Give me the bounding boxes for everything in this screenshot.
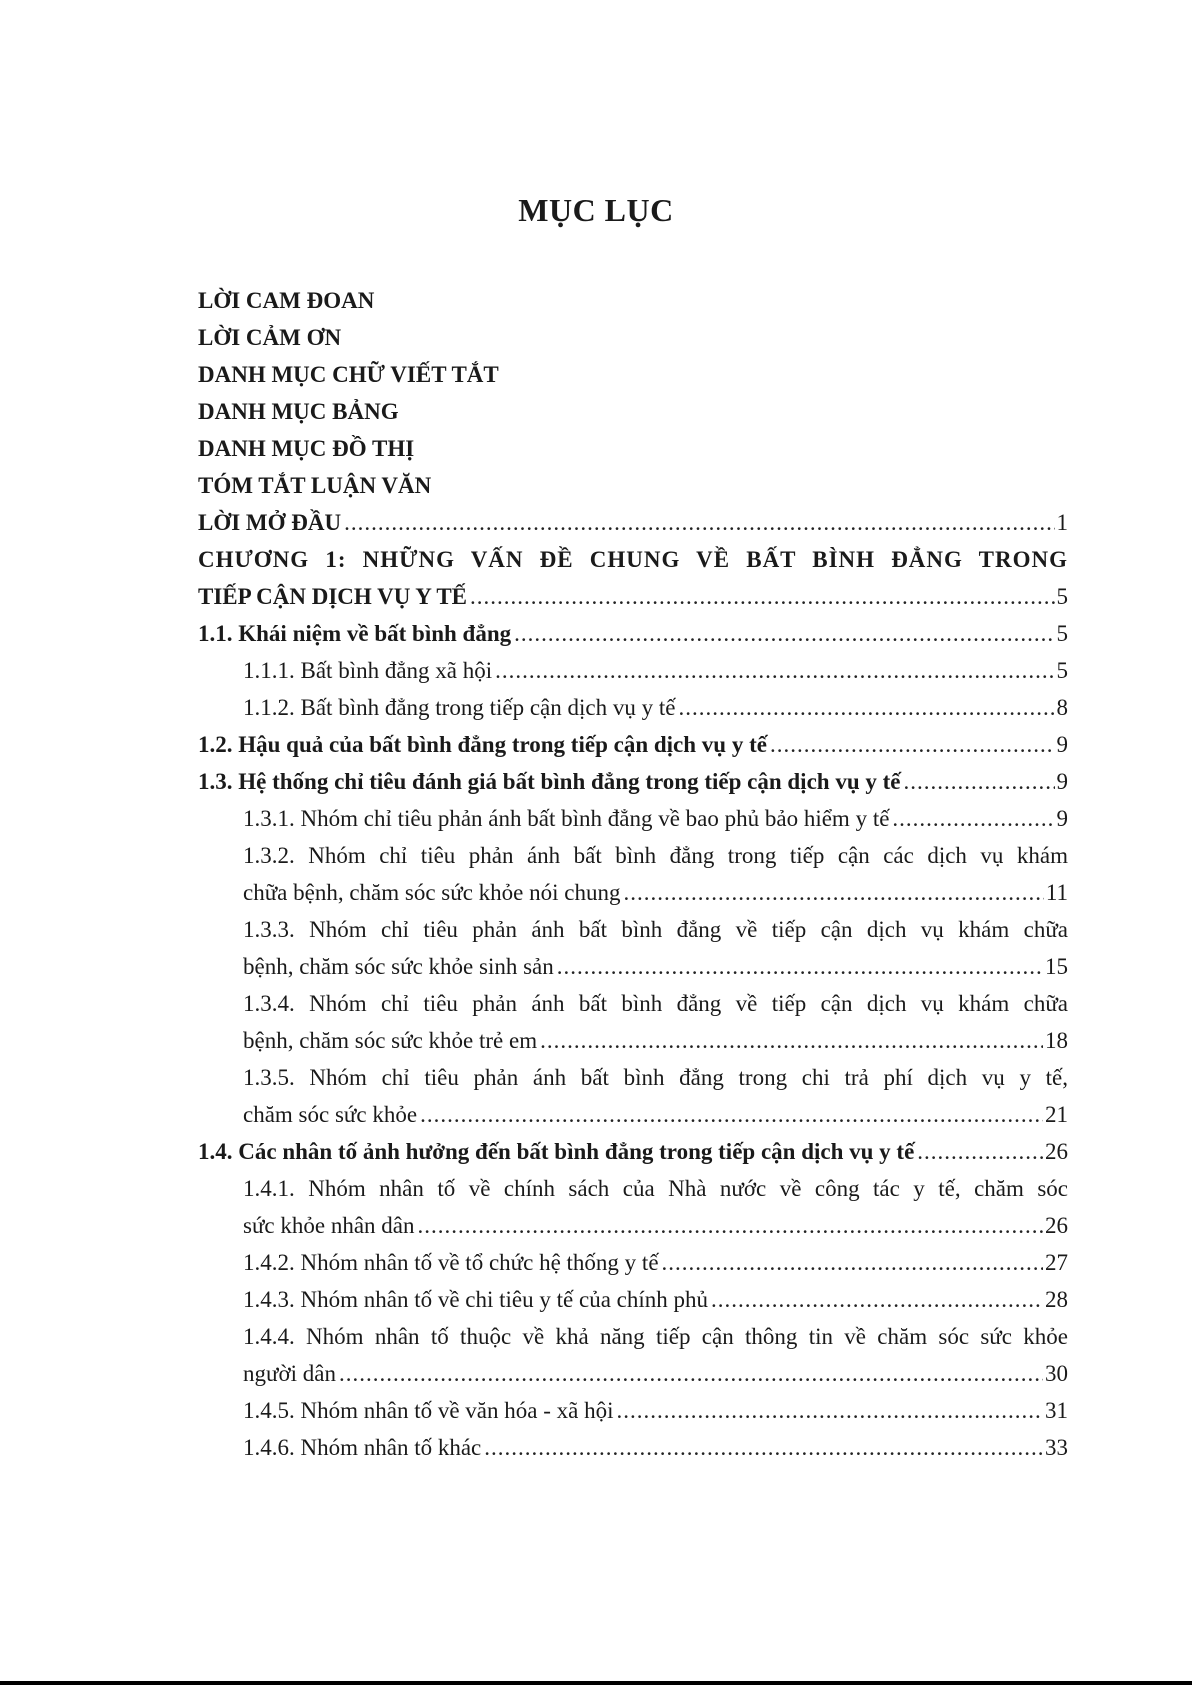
dot-leader xyxy=(770,726,1055,763)
dot-leader xyxy=(624,874,1044,911)
toc-page-number: 31 xyxy=(1045,1398,1068,1423)
toc-entry-loi-cam-on[interactable] xyxy=(198,319,1068,356)
dot-leader xyxy=(678,689,1054,726)
toc-entry-1-4-4[interactable] xyxy=(198,1318,1068,1392)
toc-page-number: 15 xyxy=(1045,954,1068,979)
toc-entry-label-line-2: TIẾP CẬN DỊCH VỤ Y TẾ xyxy=(198,584,468,609)
toc-entry-label: 1.4.6. Nhóm nhân tố khác xyxy=(243,1435,482,1460)
toc-page-number: 9 xyxy=(1056,732,1068,757)
toc-entry-loi-mo-dau[interactable] xyxy=(198,504,1068,541)
toc-entry-label-line-2: sức khỏe nhân dân xyxy=(243,1213,415,1238)
toc-entry-label-line-1: 1.3.3. Nhóm chỉ tiêu phản ánh bất bình đẳng về tiếp cận dịch vụ khám chữa xyxy=(243,917,1068,942)
toc-entry-label: 1.3. Hệ thống chỉ tiêu đánh giá bất bình đẳng trong tiếp cận dịch vụ y tế xyxy=(198,769,901,794)
toc-entry-1-2[interactable] xyxy=(198,726,1068,763)
toc-entry-label: 1.4.3. Nhóm nhân tố về chi tiêu y tế của chính phủ xyxy=(243,1287,709,1312)
toc-entry-label-line-1: CHƯƠNG 1: NHỮNG VẤN ĐỀ CHUNG VỀ BẤT BÌNH ĐẲNG TRONG xyxy=(198,547,1068,572)
dot-leader xyxy=(470,578,1054,615)
toc-entry-1-4-6[interactable] xyxy=(198,1429,1068,1466)
dot-leader xyxy=(662,1244,1043,1281)
dot-leader xyxy=(484,1429,1043,1466)
toc-entry-1-4-1[interactable] xyxy=(198,1170,1068,1244)
toc-page-number: 26 xyxy=(1045,1213,1068,1238)
toc-entry-label: LỜI MỞ ĐẦU xyxy=(198,510,342,535)
toc-page-number: 5 xyxy=(1056,658,1068,683)
toc-entry-danh-muc-chu-viet-tat[interactable] xyxy=(198,356,1068,393)
toc-page-number: 1 xyxy=(1056,510,1068,535)
toc-page-number: 5 xyxy=(1056,621,1068,646)
toc-entry-label-line-1: 1.3.5. Nhóm chỉ tiêu phản ánh bất bình đẳng trong chi trả phí dịch vụ y tế, xyxy=(243,1065,1068,1090)
toc-entry-1-4-3[interactable] xyxy=(198,1281,1068,1318)
table-of-contents xyxy=(198,282,1068,1466)
toc-entry-label-line-2: người dân xyxy=(243,1361,336,1386)
toc-entry-label: 1.1.1. Bất bình đẳng xã hội xyxy=(243,658,493,683)
toc-entry-label: LỜI CẢM ƠN xyxy=(198,325,342,350)
toc-page-number: 11 xyxy=(1045,880,1068,905)
toc-entry-label: DANH MỤC ĐỒ THỊ xyxy=(198,436,415,461)
toc-entry-label-line-2: chữa bệnh, chăm sóc sức khỏe nói chung xyxy=(243,880,621,905)
toc-entry-1-3-5[interactable] xyxy=(198,1059,1068,1133)
toc-entry-label: 1.1. Khái niệm về bất bình đẳng xyxy=(198,621,512,646)
toc-page-number: 9 xyxy=(1056,806,1068,831)
toc-entry-label-line-2: bệnh, chăm sóc sức khỏe sinh sản xyxy=(243,954,554,979)
toc-page-number: 21 xyxy=(1045,1102,1068,1127)
dot-leader xyxy=(616,1392,1043,1429)
toc-entry-label: 1.1.2. Bất bình đẳng trong tiếp cận dịch vụ y tế xyxy=(243,695,676,720)
toc-entry-1-1-1[interactable] xyxy=(198,652,1068,689)
dot-leader xyxy=(917,1133,1043,1170)
dot-leader xyxy=(344,504,1054,541)
toc-entry-danh-muc-do-thi[interactable] xyxy=(198,430,1068,467)
toc-page-number: 28 xyxy=(1045,1287,1068,1312)
toc-entry-tom-tat-luan-van[interactable] xyxy=(198,467,1068,504)
toc-entry-label: DANH MỤC CHỮ VIẾT TẮT xyxy=(198,362,499,387)
toc-entry-label-line-2: chăm sóc sức khỏe xyxy=(243,1102,418,1127)
dot-leader xyxy=(557,948,1043,985)
dot-leader xyxy=(495,652,1054,689)
toc-page-number: 26 xyxy=(1045,1139,1068,1164)
toc-entry-label: TÓM TẮT LUẬN VĂN xyxy=(198,473,432,498)
toc-page-number: 30 xyxy=(1045,1361,1068,1386)
toc-entry-label: 1.4. Các nhân tố ảnh hưởng đến bất bình đẳng trong tiếp cận dịch vụ y tế xyxy=(198,1139,915,1164)
toc-entry-1-3-4[interactable] xyxy=(198,985,1068,1059)
dot-leader xyxy=(892,800,1054,837)
toc-entry-label: 1.2. Hậu quả của bất bình đẳng trong tiếp cận dịch vụ y tế xyxy=(198,732,767,757)
toc-entry-label-line-1: 1.3.2. Nhóm chỉ tiêu phản ánh bất bình đẳng trong tiếp cận các dịch vụ khám xyxy=(243,843,1068,868)
dot-leader xyxy=(418,1207,1043,1244)
toc-entry-1-3-1[interactable] xyxy=(198,800,1068,837)
toc-entry-label: 1.4.5. Nhóm nhân tố về văn hóa - xã hội xyxy=(243,1398,614,1423)
toc-entry-1-1-2[interactable] xyxy=(198,689,1068,726)
toc-entry-1-1[interactable] xyxy=(198,615,1068,652)
toc-entry-1-3-2[interactable] xyxy=(198,837,1068,911)
toc-entry-loi-cam-doan[interactable] xyxy=(198,282,1068,319)
toc-page-number: 33 xyxy=(1045,1435,1068,1460)
dot-leader xyxy=(711,1281,1043,1318)
toc-entry-label-line-1: 1.4.4. Nhóm nhân tố thuộc về khả năng tiếp cận thông tin về chăm sóc sức khỏe xyxy=(243,1324,1068,1349)
toc-page-number: 9 xyxy=(1056,769,1068,794)
toc-page-number: 27 xyxy=(1045,1250,1068,1275)
toc-entry-label: DANH MỤC BẢNG xyxy=(198,399,399,424)
dot-leader xyxy=(540,1022,1043,1059)
dot-leader xyxy=(420,1096,1043,1133)
toc-entry-1-3-3[interactable] xyxy=(198,911,1068,985)
toc-page-number: 5 xyxy=(1056,584,1068,609)
toc-entry-1-4[interactable] xyxy=(198,1133,1068,1170)
toc-page-number: 8 xyxy=(1056,695,1068,720)
toc-entry-label: 1.3.1. Nhóm chỉ tiêu phản ánh bất bình đẳng về bao phủ bảo hiểm y tế xyxy=(243,806,890,831)
toc-entry-1-4-5[interactable] xyxy=(198,1392,1068,1429)
toc-page-number: 18 xyxy=(1045,1028,1068,1053)
dot-leader xyxy=(903,763,1054,800)
toc-entry-label-line-1: 1.4.1. Nhóm nhân tố về chính sách của Nhà nước về công tác y tế, chăm sóc xyxy=(243,1176,1068,1201)
toc-entry-danh-muc-bang[interactable] xyxy=(198,393,1068,430)
dot-leader xyxy=(339,1355,1043,1392)
dot-leader xyxy=(514,615,1054,652)
toc-entry-label-line-1: 1.3.4. Nhóm chỉ tiêu phản ánh bất bình đẳng về tiếp cận dịch vụ khám chữa xyxy=(243,991,1068,1016)
toc-entry-1-4-2[interactable] xyxy=(198,1244,1068,1281)
toc-entry-label: LỜI CAM ĐOAN xyxy=(198,288,375,313)
toc-entry-label-line-2: bệnh, chăm sóc sức khỏe trẻ em xyxy=(243,1028,538,1053)
page-title: MỤC LỤC xyxy=(518,192,674,228)
page-bottom-border xyxy=(0,1681,1192,1685)
toc-entry-chuong-1[interactable] xyxy=(198,541,1068,615)
toc-entry-1-3[interactable] xyxy=(198,763,1068,800)
toc-entry-label: 1.4.2. Nhóm nhân tố về tổ chức hệ thống y tế xyxy=(243,1250,659,1275)
